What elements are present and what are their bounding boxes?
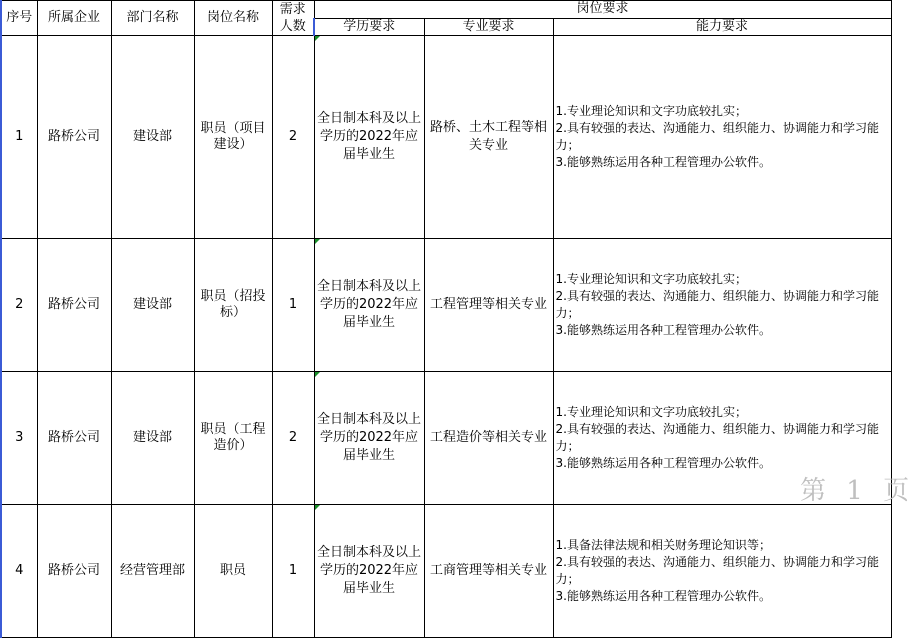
row-ability bbox=[553, 239, 891, 372]
row-count: 2 bbox=[272, 36, 314, 239]
header-company: 所属企业 bbox=[37, 1, 111, 36]
row-position: 职员（工程造价） bbox=[194, 372, 272, 505]
header-education: 学历要求 bbox=[314, 18, 424, 36]
row-count: 2 bbox=[272, 372, 314, 505]
page-watermark: 第 1 页 bbox=[800, 476, 915, 506]
table-row bbox=[1, 239, 891, 372]
ability-line: 1.专业理论知识和文字功底较扎实； bbox=[555, 104, 747, 118]
header-requirements-group: 岗位要求 bbox=[314, 1, 891, 19]
ability-line: 1.专业理论知识和文字功底较扎实； bbox=[555, 405, 747, 419]
row-education: 全日制本科及以上学历的2022年应届毕业生 bbox=[314, 239, 424, 372]
row-position: 职员 bbox=[194, 505, 272, 638]
row-position: 职员（项目建设） bbox=[194, 36, 272, 239]
row-company: 路桥公司 bbox=[37, 36, 111, 239]
row-department: 建设部 bbox=[111, 372, 194, 505]
row-major: 工商管理等相关专业 bbox=[424, 505, 553, 638]
row-count: 1 bbox=[272, 505, 314, 638]
row-education: 全日制本科及以上学历的2022年应届毕业生 bbox=[314, 372, 424, 505]
table-row bbox=[1, 505, 891, 638]
row-index: 2 bbox=[1, 239, 37, 372]
header-count: 需求人数 bbox=[272, 1, 314, 36]
ability-line: 1.具备法律法规和相关财务理论知识等； bbox=[555, 538, 771, 552]
header-major: 专业要求 bbox=[424, 18, 553, 36]
header-ability: 能力要求 bbox=[553, 18, 891, 36]
row-ability bbox=[553, 505, 891, 638]
row-index: 3 bbox=[1, 372, 37, 505]
ability-line: 1.专业理论知识和文字功底较扎实； bbox=[555, 272, 747, 286]
row-major: 工程造价等相关专业 bbox=[424, 372, 553, 505]
table-row bbox=[1, 36, 891, 239]
table-body bbox=[1, 36, 891, 638]
ability-line: 2.具有较强的表达、沟通能力、组织能力、协调能力和学习能力； bbox=[555, 422, 879, 453]
header-position: 岗位名称 bbox=[194, 1, 272, 36]
header-department: 部门名称 bbox=[111, 1, 194, 36]
header-index: 序号 bbox=[1, 1, 37, 36]
row-company: 路桥公司 bbox=[37, 505, 111, 638]
row-company: 路桥公司 bbox=[37, 239, 111, 372]
row-index: 4 bbox=[1, 505, 37, 638]
ability-line: 3.能够熟练运用各种工程管理办公软件。 bbox=[555, 589, 771, 603]
row-department: 经营管理部 bbox=[111, 505, 194, 638]
row-education: 全日制本科及以上学历的2022年应届毕业生 bbox=[314, 505, 424, 638]
ability-line: 2.具有较强的表达、沟通能力、组织能力、协调能力和学习能力； bbox=[555, 289, 879, 320]
ability-line: 3.能够熟练运用各种工程管理办公软件。 bbox=[555, 155, 771, 169]
row-count: 1 bbox=[272, 239, 314, 372]
row-department: 建设部 bbox=[111, 239, 194, 372]
ability-line: 3.能够熟练运用各种工程管理办公软件。 bbox=[555, 323, 771, 337]
ability-line: 3.能够熟练运用各种工程管理办公软件。 bbox=[555, 456, 771, 470]
ability-line: 2.具有较强的表达、沟通能力、组织能力、协调能力和学习能力； bbox=[555, 121, 879, 152]
table-row bbox=[1, 372, 891, 505]
row-ability bbox=[553, 36, 891, 239]
row-major: 路桥、土木工程等相关专业 bbox=[424, 36, 553, 239]
ability-line: 2.具有较强的表达、沟通能力、组织能力、协调能力和学习能力； bbox=[555, 555, 879, 586]
row-education: 全日制本科及以上学历的2022年应届毕业生 bbox=[314, 36, 424, 239]
row-index: 1 bbox=[1, 36, 37, 239]
row-position: 职员（招投标） bbox=[194, 239, 272, 372]
row-department: 建设部 bbox=[111, 36, 194, 239]
row-company: 路桥公司 bbox=[37, 372, 111, 505]
row-major: 工程管理等相关专业 bbox=[424, 239, 553, 372]
